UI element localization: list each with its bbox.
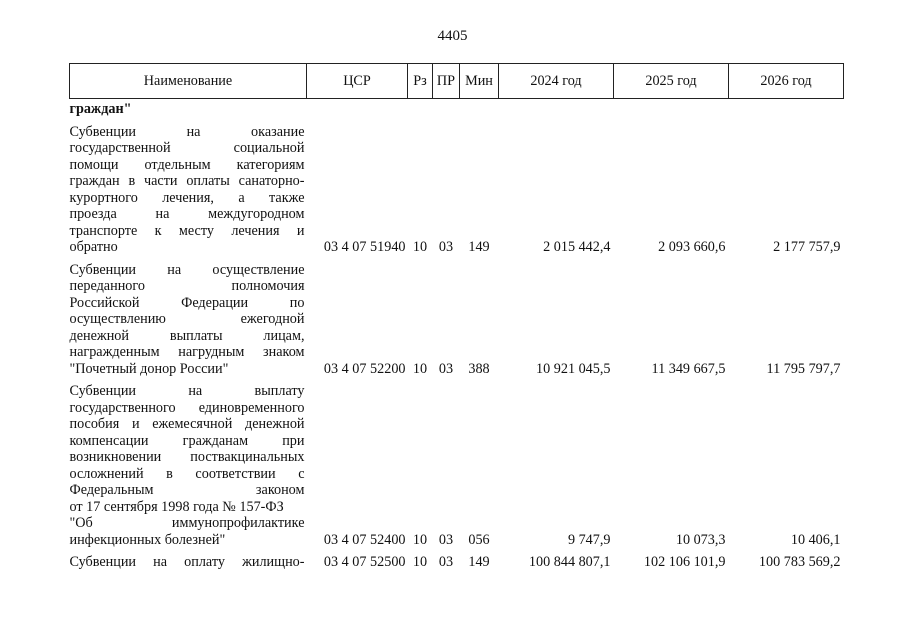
name-line: от 17 сентября 1998 года № 157-ФЗ — [69, 498, 284, 515]
header-2026: 2026 год — [729, 64, 844, 99]
table-row — [70, 554, 844, 571]
name-line: граждан в части оплаты санаторно- — [69, 173, 305, 189]
name-line: государственной социальной — [69, 140, 305, 156]
header-min: Мин — [460, 64, 499, 99]
row-2025: 2 093 660,6 — [658, 239, 726, 255]
name-line: Субвенции на осуществление — [69, 261, 305, 278]
name-line: инфекционных болезней" — [69, 531, 226, 548]
row-2026: 10 406,1 — [790, 531, 841, 548]
name-line: Субвенции на оплату жилищно- — [69, 554, 305, 570]
row-2024: 100 844 807,1 — [528, 554, 611, 570]
name-line: "Об иммунопрофилактике — [69, 515, 305, 531]
name-line: курортного лечения, а также — [69, 189, 305, 206]
row-2026: 100 783 569,2 — [758, 554, 841, 570]
name-line: проезда на междугородном — [69, 206, 305, 222]
row-min: 149 — [468, 239, 490, 255]
row-pr: 03 — [438, 360, 454, 377]
budget-table — [69, 63, 844, 571]
row-2025: 102 106 101,9 — [643, 554, 726, 570]
header-name: Наименование — [70, 64, 307, 99]
table-row — [70, 124, 844, 256]
name-line: награжденным нагрудным знаком — [69, 344, 305, 360]
name-line: компенсации гражданам при — [69, 432, 305, 449]
header-2025: 2025 год — [614, 64, 729, 99]
row-csr: 03 4 07 52500 — [323, 554, 406, 570]
name-line: "Почетный донор России" — [69, 360, 229, 377]
name-line: Субвенции на выплату — [69, 383, 305, 399]
name-line: Федеральным законом — [69, 482, 305, 498]
table-header — [70, 64, 844, 99]
table-row — [70, 383, 844, 548]
name-line: обратно — [69, 239, 118, 255]
name-line: пособия и ежемесячной денежной — [69, 416, 305, 432]
name-line: государственного единовременного — [69, 399, 305, 416]
row-rz: 10 — [412, 531, 428, 548]
row-2024: 9 747,9 — [567, 531, 611, 548]
header-csr: ЦСР — [307, 64, 408, 99]
row-pr: 03 — [438, 239, 454, 255]
table-row-continuation — [70, 99, 844, 118]
row-min: 149 — [468, 554, 490, 570]
continuation-text: граждан" — [69, 101, 132, 117]
header-rz: Рз — [408, 64, 433, 99]
name-line: возникновении поствакцинальных — [69, 449, 305, 465]
name-line: денежной выплаты лицам, — [69, 327, 305, 344]
row-2024: 10 921 045,5 — [536, 360, 611, 377]
row-name — [70, 554, 307, 571]
row-2025: 11 349 667,5 — [651, 360, 726, 377]
header-pr: ПР — [433, 64, 460, 99]
header-2024: 2024 год — [499, 64, 614, 99]
name-line: Российской Федерации по — [69, 294, 305, 311]
table-row — [70, 262, 844, 378]
row-rz: 10 — [412, 360, 428, 377]
row-pr: 03 — [438, 531, 454, 548]
name-line: Субвенции на оказание — [69, 123, 305, 140]
name-line: осуществлению ежегодной — [69, 311, 305, 327]
row-name — [70, 124, 307, 256]
row-name — [70, 383, 307, 548]
row-csr: 03 4 07 51940 — [323, 239, 406, 255]
row-csr: 03 4 07 52200 — [323, 360, 406, 377]
row-csr: 03 4 07 52400 — [323, 531, 406, 548]
row-rz: 10 — [412, 554, 428, 570]
row-min: 056 — [468, 531, 490, 548]
row-2026: 11 795 797,7 — [766, 360, 841, 377]
row-2026: 2 177 757,9 — [773, 239, 841, 255]
name-line: транспорте к месту лечения и — [69, 222, 305, 239]
row-2025: 10 073,3 — [675, 531, 726, 548]
name-line: переданного полномочия — [69, 278, 305, 294]
page-number: 4405 — [437, 28, 468, 44]
row-rz: 10 — [412, 239, 428, 255]
row-pr: 03 — [438, 554, 454, 570]
name-line: осложнений в соответствии с — [69, 465, 305, 482]
row-2024: 2 015 442,4 — [543, 239, 611, 255]
row-min: 388 — [468, 360, 490, 377]
row-name — [70, 262, 307, 378]
name-line: помощи отдельным категориям — [69, 156, 305, 173]
